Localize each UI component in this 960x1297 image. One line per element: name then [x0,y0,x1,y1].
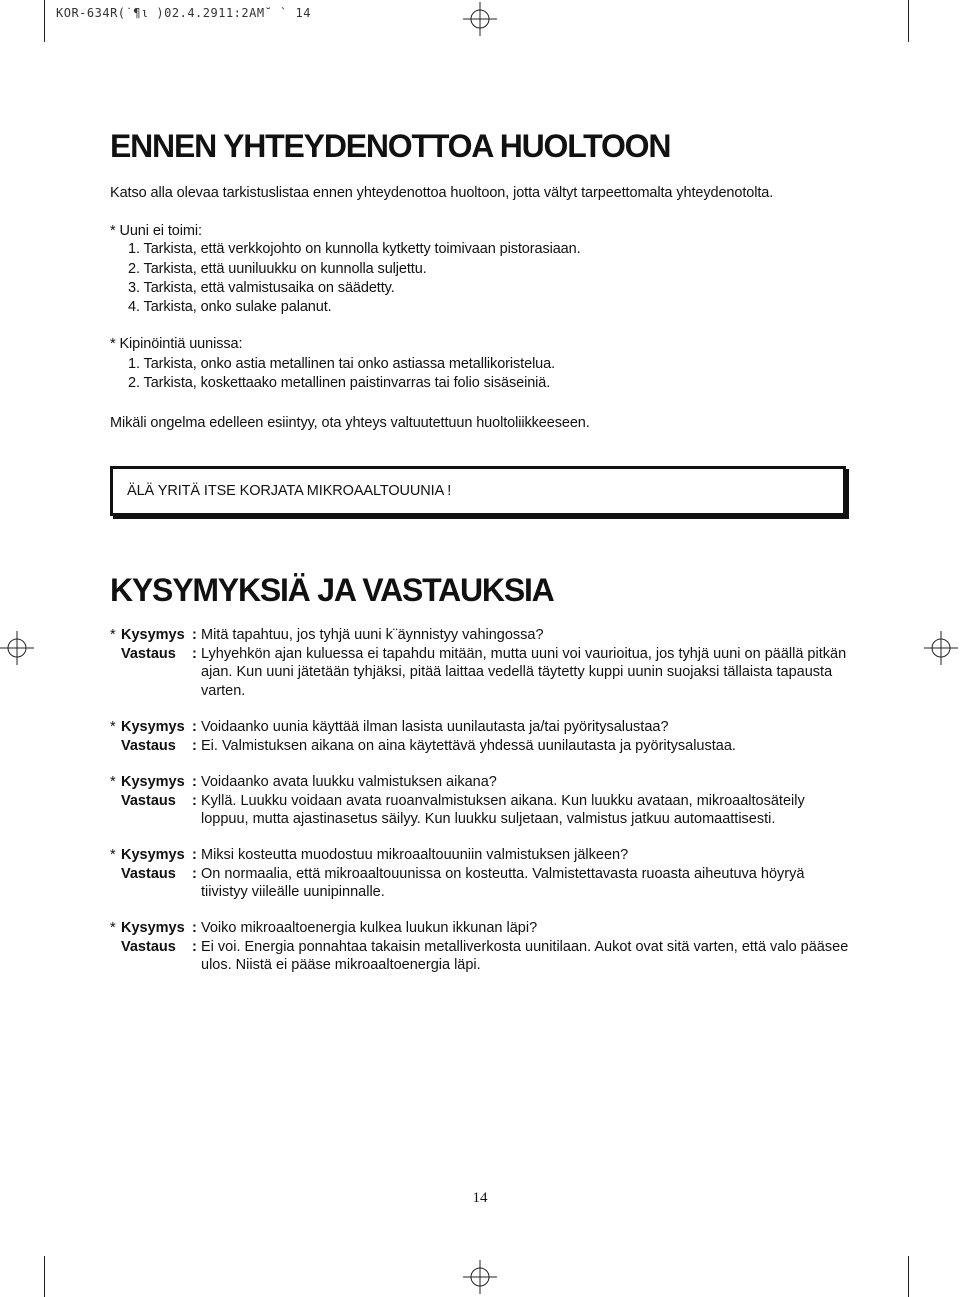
question-label: Kysymys [121,627,185,643]
faq-item [110,718,850,755]
faq-item [110,773,850,827]
answer-text: Ei voi. Energia ponnahtaa takaisin metalliverkosta uunitilaan. Aukot ovat sitä varten, että valo pääsee ulos. Niistä ei pääse mikroaaltoenergia läpi. [201,938,849,973]
answer-label: Vastaus [121,645,176,662]
checklist-heading-sparking: * Kipinöintiä uunissa: [110,336,243,352]
faq-item [110,626,850,699]
bullet-star: * [110,920,116,936]
checklist-item: 3. Tarkista, että valmistusaika on säädetty. [128,280,395,296]
answer-row [110,737,850,756]
intro-paragraph: Katso alla olevaa tarkistuslistaa ennen yhteydenottoa huoltoon, jotta vältyt tarpeettomalta yhteydenotolta. [110,185,774,201]
closing-paragraph: Mikäli ongelma edelleen esiintyy, ota yhteys valtuutettuun huoltoliikkeeseen. [110,415,590,431]
checklist-item: 2. Tarkista, koskettaako metallinen paistinvarras tai folio sisäseiniä. [128,375,551,391]
answer-label: Vastaus [121,938,176,955]
question-row [110,846,850,865]
label-colon: : [192,627,197,643]
faq-item [110,846,850,900]
label-colon: : [192,847,197,863]
checklist-heading-oven-not-working: * Uuni ei toimi: [110,223,202,239]
warning-box [110,466,846,516]
label-colon: : [192,645,197,662]
page-number: 14 [472,1190,488,1206]
answer-text: On normaalia, että mikroaaltouunissa on kosteutta. Valmistettavasta ruoasta aiheutuva höyryä tiivistyy viileälle uunipinnalle. [201,865,805,900]
label-colon: : [192,792,197,809]
registration-mark-top [463,2,497,36]
question-label: Kysymys [121,719,185,735]
checklist-item: 1. Tarkista, että verkkojohto on kunnolla kytketty toimivaan pistorasiaan. [128,241,581,257]
question-text: Voiko mikroaaltoenergia kulkea luukun ikkunan läpi? [201,920,538,936]
label-colon: : [192,719,197,735]
question-label: Kysymys [121,774,185,790]
checklist-item: 2. Tarkista, että uuniluukku on kunnolla suljettu. [128,261,427,277]
print-slug: KOR-634R(˙¶ι )02.4.2911:2AM˘ ` 14 [56,6,311,20]
crop-mark-bottom-right [908,1256,909,1297]
question-row [110,919,850,938]
faq-item [110,919,850,973]
answer-label: Vastaus [121,865,176,882]
answer-row [110,938,850,973]
bullet-star: * [110,774,116,790]
answer-text: Kyllä. Luukku voidaan avata ruoanvalmistuksen aikana. Kun luukku avataan, mikroaaltosäteily loppuu, mutta ajastinasetus säilyy. Kun luukku suljetaan, valmistus jatkuu automaattisesti. [201,792,805,827]
question-text: Voidaanko avata luukku valmistuksen aikana? [201,774,497,790]
registration-mark-left [0,631,34,665]
answer-row [110,645,850,699]
label-colon: : [192,938,197,955]
registration-mark-right [924,631,958,665]
answer-text: Lyhyehkön ajan kuluessa ei tapahdu mitään, mutta uuni voi vaurioitua, jos tyhjä uuni on päällä pitkän ajan. Kun uuni jätetään tyhjäksi, pitää laittaa vedellä täytetty kuppi uunin suojaksi tällaista tapausta varten. [201,645,847,699]
section-title-faq: KYSYMYKSIÄ JA VASTAUKSIA [110,572,554,608]
checklist-item: 4. Tarkista, onko sulake palanut. [128,299,332,315]
answer-row [110,865,850,900]
question-row [110,718,850,737]
registration-mark-bottom [463,1260,497,1294]
question-label: Kysymys [121,920,185,936]
checklist-item: 1. Tarkista, onko astia metallinen tai onko astiassa metallikoristelua. [128,356,556,372]
label-colon: : [192,920,197,936]
bullet-star: * [110,627,116,643]
label-colon: : [192,737,197,754]
question-row [110,773,850,792]
question-row [110,626,850,645]
question-text: Mitä tapahtuu, jos tyhjä uuni k¨äynnistyy vahingossa? [201,627,544,643]
crop-mark-bottom-left [44,1256,45,1297]
crop-mark-top-left [44,0,45,42]
answer-label: Vastaus [121,792,176,809]
answer-row [110,792,850,827]
question-text: Miksi kosteutta muodostuu mikroaaltouuniin valmistuksen jälkeen? [201,847,629,863]
warning-text: ÄLÄ YRITÄ ITSE KORJATA MIKROAALTOUUNIA ! [127,483,452,499]
answer-text: Ei. Valmistuksen aikana on aina käytettävä yhdessä uunilautasta ja pyöritysalustaa. [201,737,736,754]
answer-label: Vastaus [121,737,176,754]
question-text: Voidaanko uunia käyttää ilman lasista uunilautasta ja/tai pyöritysalustaa? [201,719,669,735]
crop-mark-top-right [908,0,909,42]
bullet-star: * [110,847,116,863]
bullet-star: * [110,719,116,735]
label-colon: : [192,774,197,790]
label-colon: : [192,865,197,882]
section-title-troubleshooting: ENNEN YHTEYDENOTTOA HUOLTOON [110,128,671,164]
question-label: Kysymys [121,847,185,863]
